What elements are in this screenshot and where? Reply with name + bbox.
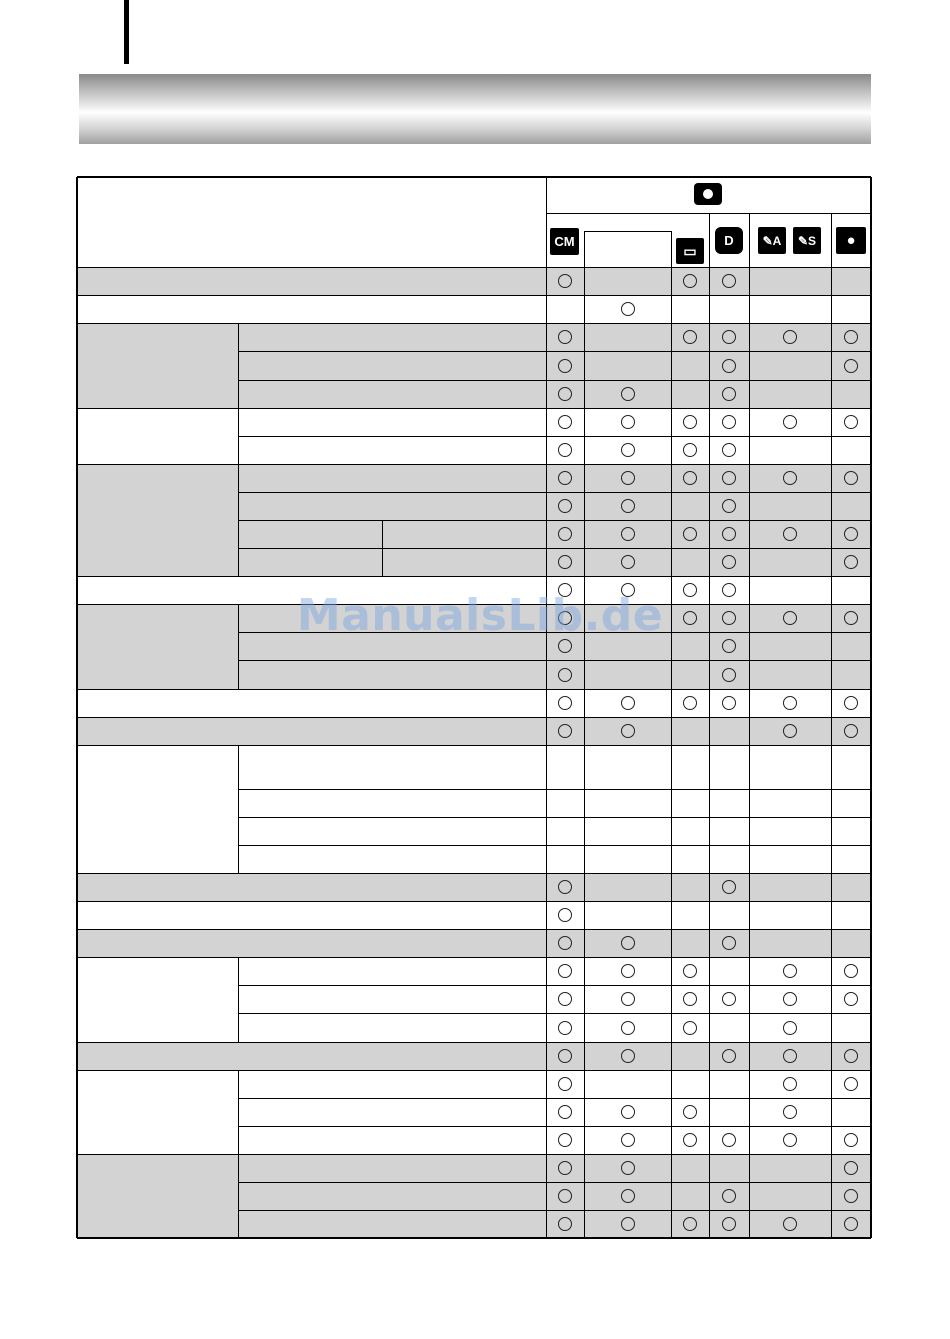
rule-h: [238, 985, 871, 986]
row-shade: [77, 632, 871, 660]
availability-mark: [844, 1217, 858, 1231]
color-accent-icon: ✎A: [758, 227, 786, 254]
availability-mark: [783, 471, 797, 485]
rule-h: [238, 817, 871, 818]
rule-v: [831, 213, 832, 1238]
rule-v: [584, 231, 585, 1238]
availability-mark: [783, 1105, 797, 1119]
availability-mark: [621, 696, 635, 710]
rule-h: [77, 1237, 871, 1239]
availability-mark: [844, 555, 858, 569]
availability-mark: [722, 443, 736, 457]
availability-mark: [558, 696, 572, 710]
availability-mark: [558, 443, 572, 457]
row-shade: [77, 351, 871, 380]
availability-mark: [621, 724, 635, 738]
availability-mark: [683, 527, 697, 541]
availability-mark: [844, 1189, 858, 1203]
availability-mark: [783, 1077, 797, 1091]
availability-mark: [621, 415, 635, 429]
availability-mark: [558, 330, 572, 344]
row-shade: [77, 323, 871, 351]
availability-mark: [558, 274, 572, 288]
availability-mark: [722, 330, 736, 344]
rule-h: [77, 901, 871, 902]
availability-mark: [558, 1049, 572, 1063]
availability-mark: [683, 1217, 697, 1231]
availability-mark: [783, 992, 797, 1006]
availability-mark: [558, 1133, 572, 1147]
rule-h: [77, 323, 871, 324]
availability-mark: [558, 880, 572, 894]
availability-mark: [621, 992, 635, 1006]
availability-mark: [621, 936, 635, 950]
availability-mark: [558, 964, 572, 978]
digital-macro-icon: D: [715, 227, 743, 254]
availability-mark: [558, 724, 572, 738]
availability-mark: [783, 1217, 797, 1231]
rule-h: [77, 267, 871, 268]
rule-h: [238, 1126, 871, 1127]
rule-v: [238, 604, 239, 689]
availability-mark: [722, 668, 736, 682]
rule-v: [671, 231, 672, 1238]
availability-mark: [683, 330, 697, 344]
availability-mark: [621, 1133, 635, 1147]
availability-mark: [844, 415, 858, 429]
rule-h: [238, 632, 871, 633]
availability-mark: [722, 387, 736, 401]
availability-mark: [558, 499, 572, 513]
availability-mark: [683, 1105, 697, 1119]
availability-mark: [558, 639, 572, 653]
availability-mark: [621, 387, 635, 401]
availability-mark: [683, 471, 697, 485]
availability-mark: [844, 724, 858, 738]
availability-mark: [722, 1217, 736, 1231]
availability-mark: [722, 1189, 736, 1203]
availability-mark: [783, 1021, 797, 1035]
row-shade: [77, 717, 871, 745]
rule-h: [238, 436, 871, 437]
rule-h: [77, 408, 871, 409]
availability-mark: [683, 1133, 697, 1147]
availability-mark: [783, 724, 797, 738]
availability-mark: [621, 1189, 635, 1203]
availability-mark: [683, 443, 697, 457]
availability-mark: [722, 611, 736, 625]
availability-mark: [683, 696, 697, 710]
availability-mark: [844, 1161, 858, 1175]
availability-mark: [558, 668, 572, 682]
availability-mark: [621, 471, 635, 485]
rule-h: [238, 548, 382, 549]
availability-mark: [683, 992, 697, 1006]
rule-h: [77, 464, 871, 465]
rule-h: [238, 1098, 871, 1099]
availability-mark: [783, 611, 797, 625]
rule-v: [238, 464, 239, 576]
availability-mark: [722, 415, 736, 429]
availability-mark: [558, 471, 572, 485]
availability-mark: [621, 1217, 635, 1231]
availability-mark: [844, 359, 858, 373]
availability-mark: [558, 555, 572, 569]
availability-mark: [558, 611, 572, 625]
availability-mark: [722, 274, 736, 288]
rule-h: [238, 789, 871, 790]
row-shade: [77, 492, 871, 520]
availability-mark: [558, 387, 572, 401]
rule-h: [77, 717, 871, 718]
row-shade: [77, 660, 871, 689]
rule-v: [238, 745, 239, 873]
rule-h: [77, 1070, 871, 1071]
rule-h: [238, 351, 871, 352]
availability-mark: [621, 527, 635, 541]
rule-v: [709, 213, 710, 1238]
row-shade: [77, 1210, 871, 1238]
availability-mark: [844, 527, 858, 541]
availability-mark: [558, 1161, 572, 1175]
rule-h: [238, 380, 871, 381]
rule-h: [77, 604, 871, 605]
camera-icon: [694, 183, 722, 205]
row-shade: [77, 267, 871, 295]
availability-mark: [558, 583, 572, 597]
rule-v: [238, 408, 239, 464]
availability-mark: [558, 1077, 572, 1091]
rule-v: [749, 213, 750, 1238]
availability-mark: [621, 1105, 635, 1119]
rule-h: [77, 745, 871, 746]
rule-v: [238, 1154, 239, 1238]
availability-mark: [844, 611, 858, 625]
availability-mark: [558, 936, 572, 950]
availability-mark: [621, 1161, 635, 1175]
rule-h: [77, 1154, 871, 1155]
availability-mark: [621, 499, 635, 513]
availability-mark: [722, 639, 736, 653]
rule-h: [238, 660, 871, 661]
row-shade: [77, 548, 871, 576]
row-shade: [77, 929, 871, 957]
rule-h: [77, 929, 871, 930]
availability-mark: [844, 964, 858, 978]
rule-v: [238, 323, 239, 408]
rule-v: [546, 177, 547, 1238]
availability-mark: [621, 1021, 635, 1035]
availability-mark: [558, 1189, 572, 1203]
row-shade: [77, 604, 871, 632]
rule-v: [76, 177, 78, 1238]
availability-mark: [621, 555, 635, 569]
availability-mark: [783, 330, 797, 344]
availability-mark: [558, 415, 572, 429]
availability-mark: [722, 992, 736, 1006]
availability-mark: [783, 1049, 797, 1063]
availability-mark: [621, 583, 635, 597]
availability-mark: [683, 274, 697, 288]
availability-mark: [844, 1077, 858, 1091]
rule-h: [77, 873, 871, 874]
availability-mark: [683, 611, 697, 625]
availability-mark: [722, 583, 736, 597]
availability-mark: [722, 359, 736, 373]
row-shade: [77, 464, 871, 492]
availability-mark: [844, 1049, 858, 1063]
auto-mode-icon: ●: [836, 227, 866, 254]
color-swap-icon: ✎S: [793, 227, 821, 254]
row-shade: [77, 1154, 871, 1182]
availability-mark: [783, 696, 797, 710]
availability-mark: [783, 964, 797, 978]
availability-mark: [621, 964, 635, 978]
rule-h: [238, 1013, 871, 1014]
rule-h: [238, 520, 871, 521]
availability-mark: [722, 499, 736, 513]
availability-mark: [683, 964, 697, 978]
rule-h: [77, 176, 871, 178]
rule-h: [77, 689, 871, 690]
availability-mark: [621, 302, 635, 316]
availability-mark: [722, 1049, 736, 1063]
stitch-assist-icon: ▭: [676, 238, 704, 264]
availability-mark: [558, 1105, 572, 1119]
availability-mark: [783, 415, 797, 429]
availability-mark: [621, 1049, 635, 1063]
availability-mark: [844, 992, 858, 1006]
availability-mark: [558, 992, 572, 1006]
row-shade: [77, 380, 871, 408]
availability-mark: [621, 443, 635, 457]
availability-mark: [844, 1133, 858, 1147]
row-shade: [77, 1042, 871, 1070]
rule-v: [870, 177, 872, 1238]
availability-mark: [558, 1217, 572, 1231]
rule-h: [584, 231, 671, 232]
availability-mark: [683, 583, 697, 597]
rule-h: [77, 957, 871, 958]
availability-mark: [558, 527, 572, 541]
row-shade: [77, 873, 871, 901]
watermark: ManualsLib.de: [296, 590, 664, 641]
rule-h: [238, 1182, 871, 1183]
rule-h: [238, 845, 871, 846]
availability-mark: [722, 880, 736, 894]
rule-h: [77, 295, 871, 296]
availability-mark: [844, 696, 858, 710]
availability-mark: [722, 555, 736, 569]
availability-mark: [722, 471, 736, 485]
availability-mark: [722, 696, 736, 710]
availability-mark: [558, 1021, 572, 1035]
row-shade: [77, 520, 871, 548]
rule-h: [77, 576, 871, 577]
rule-h: [238, 492, 871, 493]
rule-v: [238, 957, 239, 1042]
availability-mark: [722, 1133, 736, 1147]
rule-h: [238, 1210, 871, 1211]
availability-mark: [722, 527, 736, 541]
availability-mark: [844, 330, 858, 344]
availability-mark: [844, 471, 858, 485]
availability-mark: [722, 936, 736, 950]
availability-mark: [683, 1021, 697, 1035]
rule-h: [77, 1042, 871, 1043]
availability-mark: [783, 1133, 797, 1147]
availability-mark: [683, 415, 697, 429]
availability-mark: [783, 527, 797, 541]
rule-v: [238, 1070, 239, 1154]
row-shade: [77, 1182, 871, 1210]
availability-mark: [558, 908, 572, 922]
availability-mark: [558, 359, 572, 373]
manual-mode-icon: CM: [550, 228, 579, 255]
